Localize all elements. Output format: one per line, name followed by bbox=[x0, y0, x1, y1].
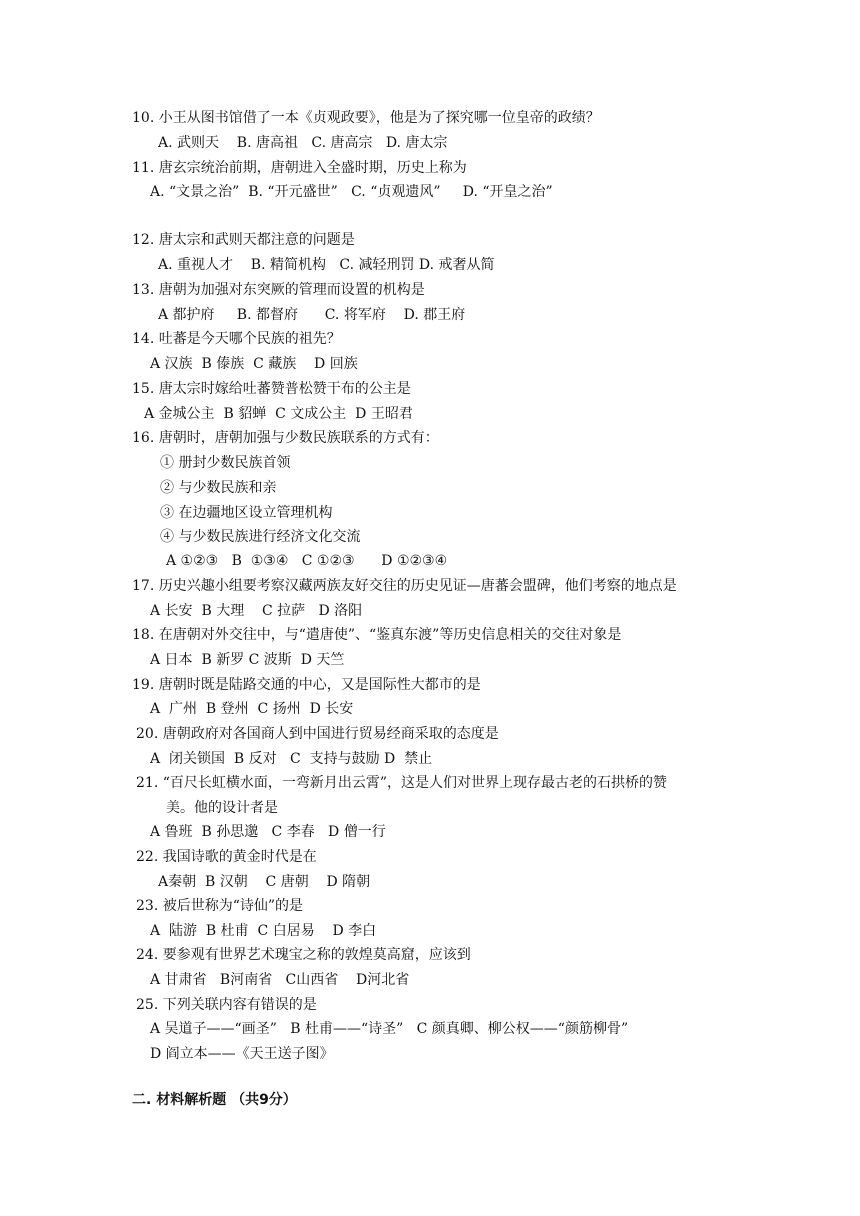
question-18: 18. 在唐朝对外交往中，与“遣唐使”、“鉴真东渡”等历史信息相关的交往对象是 bbox=[132, 627, 622, 643]
options-18: A 日本 B 新罗 C 波斯 D 天竺 bbox=[150, 652, 345, 668]
question-10: 10. 小王从图书馆借了一本《贞观政要》，他是为了探究哪一位皇帝的政绩？ bbox=[132, 110, 600, 126]
question-20: 20. 唐朝政府对各国商人到中国进行贸易经商采取的态度是 bbox=[136, 726, 499, 742]
options-17: A 长安 B 大理 C 拉萨 D 洛阳 bbox=[150, 603, 363, 619]
question-25: 25. 下列关联内容有错误的是 bbox=[136, 997, 317, 1013]
statement-16-2: ② 与少数民族和亲 bbox=[160, 480, 277, 496]
options-21: A 鲁班 B 孙思邈 C 李春 D 僧一行 bbox=[150, 824, 386, 840]
options-19: A 广州 B 登州 C 扬州 D 长安 bbox=[150, 701, 354, 717]
statement-16-4: ④ 与少数民族进行经济文化交流 bbox=[160, 529, 361, 545]
options-20: A 闭关锁国 B 反对 C 支持与鼓励 D 禁止 bbox=[150, 751, 433, 767]
options-14: A 汉族 B 傣族 C 藏族 D 回族 bbox=[150, 356, 358, 372]
options-15: A 金城公主 B 貂蝉 C 文成公主 D 王昭君 bbox=[144, 406, 413, 422]
question-11: 11. 唐玄宗统治前期，唐朝进入全盛时期，历史上称为 bbox=[132, 160, 467, 176]
question-23: 23. 被后世称为“诗仙”的是 bbox=[136, 898, 304, 914]
options-23: A 陆游 B 杜甫 C 白居易 D 李白 bbox=[150, 923, 377, 939]
options-11: A. “文景之治” B. “开元盛世” C. “贞观遗风” D. “开皇之治” bbox=[150, 184, 553, 200]
options-24: A 甘肃省 B河南省 C山西省 D河北省 bbox=[150, 972, 410, 988]
question-17: 17. 历史兴趣小组要考察汉藏两族友好交往的历史见证—唐蕃会盟碑，他们考察的地点是 bbox=[132, 578, 677, 594]
statement-16-3: ③ 在边疆地区设立管理机构 bbox=[160, 505, 333, 521]
question-21: 21. “百尺长虹横水面，一弯新月出云霄”，这是人们对世界上现存最古老的石拱桥的赞 bbox=[136, 775, 668, 791]
question-14: 14. 吐蕃是今天哪个民族的祖先？ bbox=[132, 331, 341, 347]
options-22: A秦朝 B 汉朝 C 唐朝 D 隋朝 bbox=[158, 874, 371, 890]
options-12: A. 重视人才 B. 精简机构 C. 减轻刑罚 D. 戒奢从简 bbox=[158, 257, 495, 273]
options-16: A ①②③ B ①③④ C ①②③ D ①②③④ bbox=[166, 553, 448, 569]
options-25-d: D 阎立本——《天王送子图》 bbox=[150, 1046, 334, 1062]
statement-16-1: ① 册封少数民族首领 bbox=[160, 455, 291, 471]
question-12: 12. 唐太宗和武则天都注意的问题是 bbox=[132, 232, 355, 248]
options-13: A 都护府 B. 都督府 C. 将军府 D. 郡王府 bbox=[158, 307, 466, 323]
question-13: 13. 唐朝为加强对东突厥的管理而设置的机构是 bbox=[132, 282, 425, 298]
question-16: 16. 唐朝时，唐朝加强与少数民族联系的方式有： bbox=[132, 430, 439, 446]
question-22: 22. 我国诗歌的黄金时代是在 bbox=[136, 849, 317, 865]
section-heading: 二. 材料解析题 （共9分） bbox=[132, 1092, 297, 1108]
question-19: 19. 唐朝时既是陆路交通的中心，又是国际性大都市的是 bbox=[132, 677, 481, 693]
question-15: 15. 唐太宗时嫁给吐蕃赞普松赞干布的公主是 bbox=[132, 381, 411, 397]
options-25-abc: A 吴道子——“画圣” B 杜甫——“诗圣” C 颜真卿、柳公权——“颜筋柳骨” bbox=[150, 1021, 629, 1037]
question-21-cont: 美。他的设计者是 bbox=[166, 800, 278, 816]
options-10: A. 武则天 B. 唐高祖 C. 唐高宗 D. 唐太宗 bbox=[158, 135, 448, 151]
question-24: 24. 要参观有世界艺术瑰宝之称的敦煌莫高窟，应该到 bbox=[136, 947, 471, 963]
